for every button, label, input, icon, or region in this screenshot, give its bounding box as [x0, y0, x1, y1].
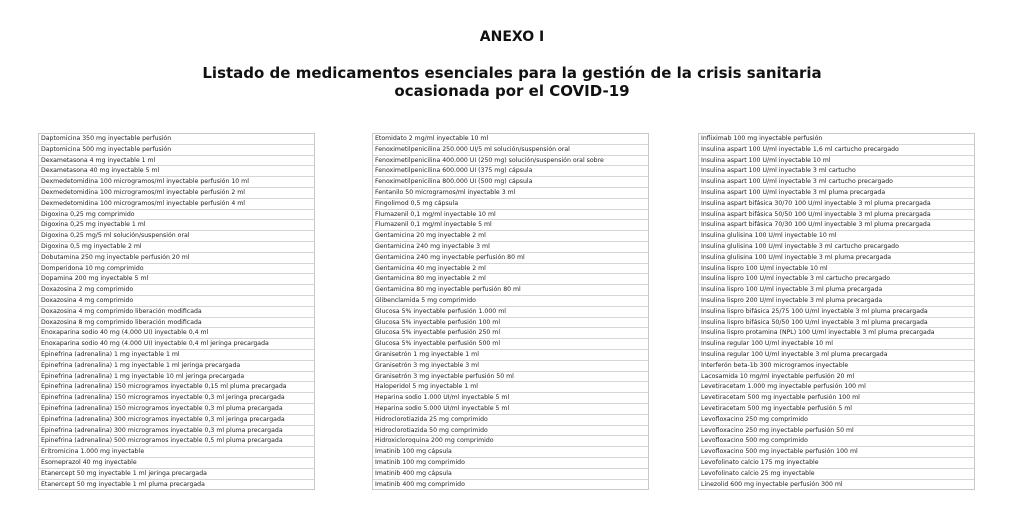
table-row: Dexmedetomidina 100 microgramos/ml inyectable perfusión 2 ml	[39, 188, 314, 199]
table-row: Imatinib 400 mg cápsula	[373, 469, 648, 480]
table-row: Dexmedetomidina 100 microgramos/ml inyectable perfusión 10 ml	[39, 177, 314, 188]
table-row: Etomidato 2 mg/ml inyectable 10 ml	[373, 134, 648, 145]
table-row: Insulina lispro 200 U/ml inyectable 3 ml pluma precargada	[699, 296, 974, 307]
annex-heading: ANEXO I	[479, 29, 545, 45]
table-row: Epinefrina (adrenalina) 150 microgramos inyectable 0,3 ml pluma precargada	[39, 404, 314, 415]
table-row: Glucosa 5% inyectable perfusión 250 ml	[373, 328, 648, 339]
table-row: Hidroclorotiazida 50 mg comprimido	[373, 426, 648, 437]
table-row: Doxazosina 2 mg comprimido	[39, 285, 314, 296]
table-row: Levofloxacino 250 mg comprimido	[699, 415, 974, 426]
table-row: Glucosa 5% inyectable perfusión 500 ml	[373, 339, 648, 350]
table-row: Levofloxacino 250 mg inyectable perfusión 50 ml	[699, 426, 974, 437]
table-row: Epinefrina (adrenalina) 150 microgramos inyectable 0,3 ml jeringa precargada	[39, 393, 314, 404]
table-row: Levofloxacino 500 mg comprimido	[699, 436, 974, 447]
table-row: Levetiracetam 1.000 mg inyectable perfusión 100 ml	[699, 382, 974, 393]
table-row: Heparina sodio 1.000 UI/ml inyectable 5 ml	[373, 393, 648, 404]
table-row: Doxazosina 4 mg comprimido liberación modificada	[39, 307, 314, 318]
table-row: Insulina regular 100 U/ml inyectable 10 ml	[699, 339, 974, 350]
table-row: Enoxaparina sodio 40 mg (4.000 UI) inyectable 0,4 ml jeringa precargada	[39, 339, 314, 350]
table-row: Insulina aspart 100 U/ml inyectable 3 ml cartucho precargado	[699, 177, 974, 188]
table-row: Flumazenil 0,1 mg/ml inyectable 5 ml	[373, 220, 648, 231]
table-row: Insulina aspart 100 U/ml inyectable 10 ml	[699, 156, 974, 167]
table-row: Insulina lispro 100 U/ml inyectable 3 ml cartucho precargado	[699, 274, 974, 285]
document-title	[160, 64, 864, 100]
table-row: Fenoximetilpenicilina 800.000 UI (500 mg) cápsula	[373, 177, 648, 188]
table-row: Imatinib 100 mg comprimido	[373, 458, 648, 469]
table-row: Esomeprazol 40 mg inyectable	[39, 458, 314, 469]
table-row: Fentanilo 50 microgramos/ml inyectable 3 ml	[373, 188, 648, 199]
table-row: Eritromicina 1.000 mg inyectable	[39, 447, 314, 458]
table-row: Gentamicina 20 mg inyectable 2 ml	[373, 231, 648, 242]
table-row: Granisetrón 3 mg inyectable perfusión 50 ml	[373, 372, 648, 383]
table-row: Insulina aspart bifásica 50/50 100 U/ml inyectable 3 ml pluma precargada	[699, 210, 974, 221]
table-row: Interferón beta-1b 300 microgramos inyectable	[699, 361, 974, 372]
table-row: Dobutamina 250 mg inyectable perfusión 20 ml	[39, 253, 314, 264]
table-row: Insulina lispro protamina (NPL) 100 U/ml inyectable 3 ml pluma precargada	[699, 328, 974, 339]
table-row: Levofloxacino 500 mg inyectable perfusión 100 ml	[699, 447, 974, 458]
table-row: Fenoximetilpenicilina 400.000 UI (250 mg) solución/suspensión oral sobre	[373, 156, 648, 167]
table-row: Gentamicina 80 mg inyectable 2 ml	[373, 274, 648, 285]
table-row: Etanercept 50 mg inyectable 1 ml jeringa precargada	[39, 469, 314, 480]
table-row: Heparina sodio 5.000 UI/ml inyectable 5 ml	[373, 404, 648, 415]
table-row: Epinefrina (adrenalina) 300 microgramos inyectable 0,3 ml jeringa precargada	[39, 415, 314, 426]
table-row: Gentamicina 80 mg inyectable perfusión 80 ml	[373, 285, 648, 296]
table-row: Digoxina 0,25 mg/5 ml solución/suspensión oral	[39, 231, 314, 242]
table-row: Insulina regular 100 U/ml inyectable 3 ml pluma precargada	[699, 350, 974, 361]
medication-table-column-1	[38, 133, 315, 490]
table-row: Insulina aspart 100 U/ml inyectable 3 ml pluma precargada	[699, 188, 974, 199]
table-row: Daptomicina 500 mg inyectable perfusión	[39, 145, 314, 156]
table-row: Insulina aspart bifásica 30/70 100 U/ml inyectable 3 ml pluma precargada	[699, 199, 974, 210]
table-row: Granisetrón 1 mg inyectable 1 ml	[373, 350, 648, 361]
table-row: Granisetrón 3 mg inyectable 3 ml	[373, 361, 648, 372]
table-row: Levofolinato calcio 25 mg inyectable	[699, 469, 974, 480]
table-row: Levetiracetam 500 mg inyectable perfusión 100 ml	[699, 393, 974, 404]
table-row: Epinefrina (adrenalina) 300 microgramos inyectable 0,3 ml pluma precargada	[39, 426, 314, 437]
table-row: Epinefrina (adrenalina) 1 mg inyectable 1 ml jeringa precargada	[39, 361, 314, 372]
table-row: Domperidona 10 mg comprimido	[39, 264, 314, 275]
medication-table-column-2	[372, 133, 649, 490]
table-row: Dexametasona 4 mg inyectable 1 ml	[39, 156, 314, 167]
table-row: Insulina aspart bifásica 70/30 100 U/ml inyectable 3 ml pluma precargada	[699, 220, 974, 231]
table-row: Gentamicina 40 mg inyectable 2 ml	[373, 264, 648, 275]
table-row: Dopamina 200 mg inyectable 5 ml	[39, 274, 314, 285]
table-row: Epinefrina (adrenalina) 1 mg inyectable 10 ml jeringa precargada	[39, 372, 314, 383]
table-row: Etanercept 50 mg inyectable 1 ml pluma precargada	[41, 480, 205, 488]
table-row: Insulina glulisina 100 U/ml inyectable 3 ml cartucho precargado	[699, 242, 974, 253]
table-row: Insulina lispro bifásica 25/75 100 U/ml inyectable 3 ml pluma precargada	[699, 307, 974, 318]
table-row: Glibenclamida 5 mg comprimido	[373, 296, 648, 307]
table-row: Gentamicina 240 mg inyectable perfusión 80 ml	[373, 253, 648, 264]
table-row: Enoxaparina sodio 40 mg (4.000 UI) inyectable 0,4 ml	[39, 328, 314, 339]
table-row: Digoxina 0,25 mg inyectable 1 ml	[39, 220, 314, 231]
table-row: Levofolinato calcio 175 mg inyectable	[699, 458, 974, 469]
table-row: Insulina glulisina 100 U/ml inyectable 3 ml pluma precargada	[699, 253, 974, 264]
table-row: Doxazosina 4 mg comprimido	[39, 296, 314, 307]
table-row: Imatinib 400 mg comprimido	[375, 480, 465, 488]
table-row: Gentamicina 240 mg inyectable 3 ml	[373, 242, 648, 253]
table-row: Haloperidol 5 mg inyectable 1 ml	[373, 382, 648, 393]
table-row: Fenoximetilpenicilina 250.000 UI/5 ml solución/suspensión oral	[373, 145, 648, 156]
table-row: Insulina lispro bifásica 50/50 100 U/ml inyectable 3 ml pluma precargada	[699, 318, 974, 329]
table-row: Fenoximetilpenicilina 600.000 UI (375 mg) cápsula	[373, 166, 648, 177]
table-row: Hidroxicloroquina 200 mg comprimido	[373, 436, 648, 447]
table-row: Insulina lispro 100 U/ml inyectable 3 ml pluma precargada	[699, 285, 974, 296]
table-row: Lacosamida 10 mg/ml inyectable perfusión 20 ml	[699, 372, 974, 383]
table-row: Insulina lispro 100 U/ml inyectable 10 ml	[699, 264, 974, 275]
table-row: Doxazosina 8 mg comprimido liberación modificada	[39, 318, 314, 329]
table-row: Linezolid 600 mg inyectable perfusión 300 ml	[701, 480, 843, 488]
table-row: Dexmedetomidina 100 microgramos/ml inyectable perfusión 4 ml	[39, 199, 314, 210]
table-row: Flumazenil 0,1 mg/ml inyectable 10 ml	[373, 210, 648, 221]
table-row: Digoxina 0,25 mg comprimido	[39, 210, 314, 221]
table-row: Epinefrina (adrenalina) 1 mg inyectable 1 ml	[39, 350, 314, 361]
table-row: Infliximab 100 mg inyectable perfusión	[699, 134, 974, 145]
table-row: Fingolimod 0,5 mg cápsula	[373, 199, 648, 210]
table-row: Epinefrina (adrenalina) 150 microgramos inyectable 0,15 ml pluma precargada	[39, 382, 314, 393]
table-row: Glucosa 5% inyectable perfusión 1.000 ml	[373, 307, 648, 318]
medication-table-column-3	[698, 133, 975, 490]
table-row: Daptomicina 350 mg inyectable perfusión	[39, 134, 314, 145]
table-row: Insulina aspart 100 U/ml inyectable 3 ml cartucho	[699, 166, 974, 177]
table-row: Levetiracetam 500 mg inyectable perfusión 5 ml	[699, 404, 974, 415]
table-row: Insulina aspart 100 U/ml inyectable 1,6 ml cartucho precargado	[699, 145, 974, 156]
table-row: Dexametasona 40 mg inyectable 5 ml	[39, 166, 314, 177]
table-row: Imatinib 100 mg cápsula	[373, 447, 648, 458]
table-row: Digoxina 0,5 mg inyectable 2 ml	[39, 242, 314, 253]
title-line-2: ocasionada por el COVID-19	[394, 82, 630, 100]
table-row: Epinefrina (adrenalina) 500 microgramos inyectable 0,5 ml pluma precargada	[39, 436, 314, 447]
title-line-1: Listado de medicamentos esenciales para la gestión de la crisis sanitaria	[202, 64, 822, 82]
table-row: Hidroclorotiazida 25 mg comprimido	[373, 415, 648, 426]
table-row: Insulina glulisina 100 U/ml inyectable 10 ml	[699, 231, 974, 242]
table-row: Glucosa 5% inyectable perfusión 100 ml	[373, 318, 648, 329]
